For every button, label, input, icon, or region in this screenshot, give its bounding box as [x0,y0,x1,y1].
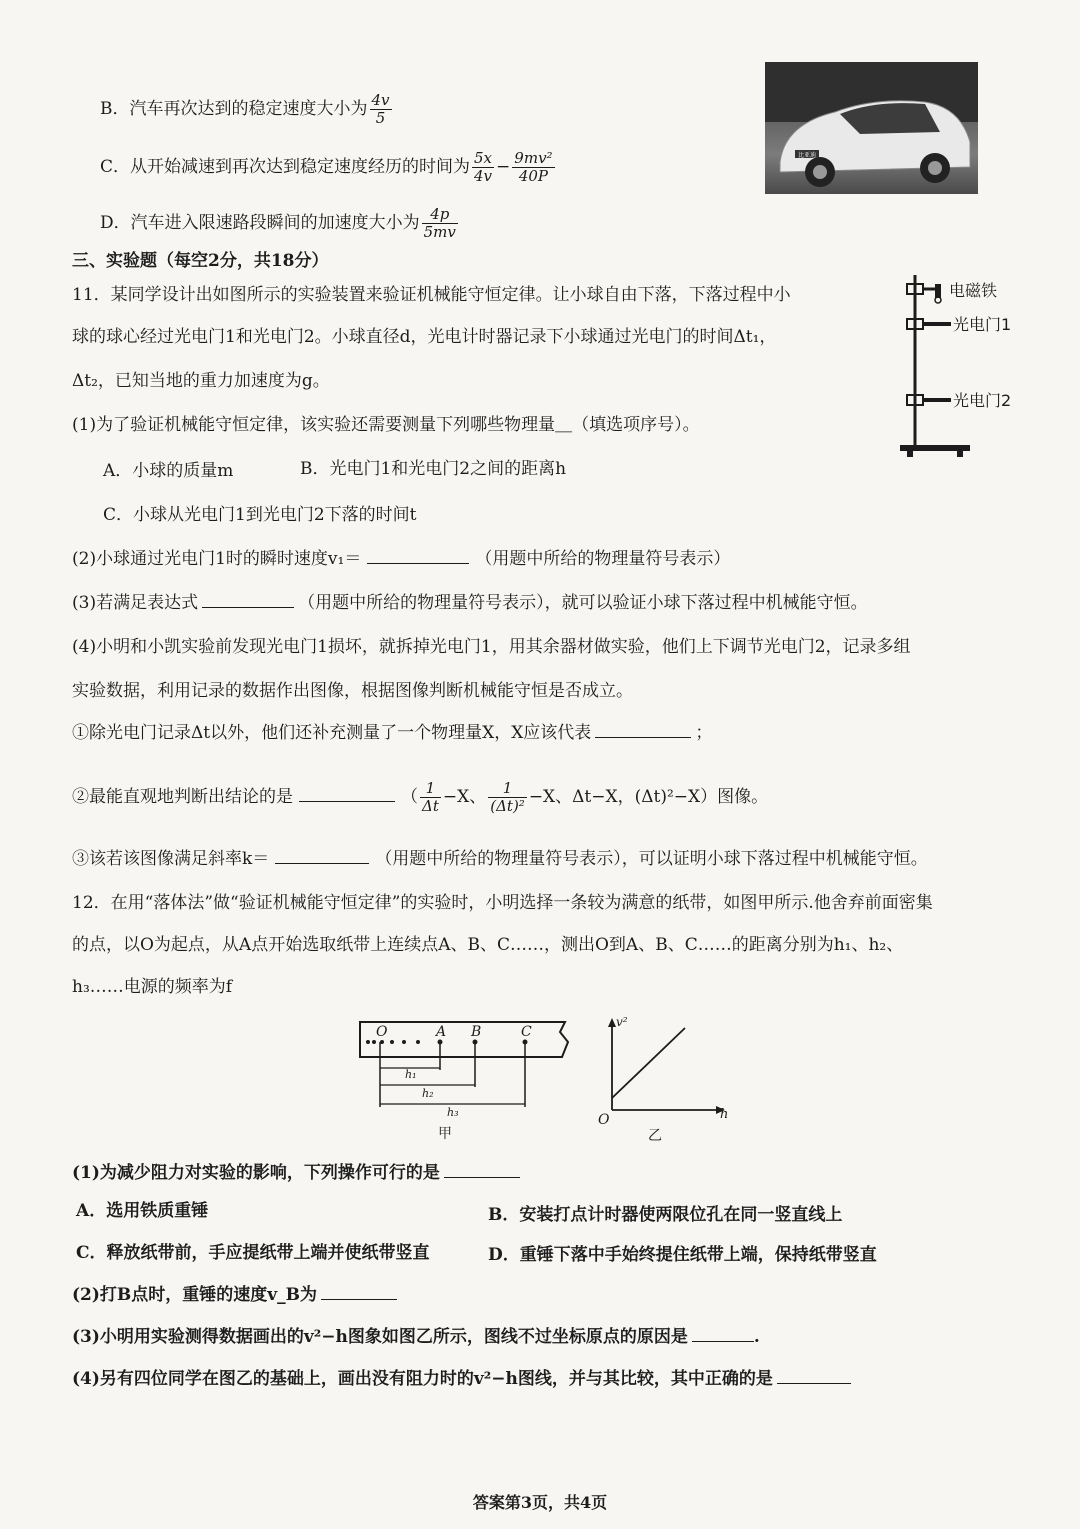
fraction-denominator: Δt [422,797,439,815]
q11-sub-2-prompt: ②最能直观地判断出结论的是 [72,787,293,807]
q10-option-d-fraction [422,206,458,241]
graph-origin-label: O [598,1112,610,1128]
tape-point-c: C [521,1024,532,1040]
q12-stem-line-3: h₃……电源的频率为f [72,977,233,997]
fraction-numerator: 4p [422,206,458,224]
q11-sub-3-hint: （用题中所给的物理量符号表示），可以证明小球下落过程中机械能守恒。 [375,849,928,869]
q11-sub-1-prompt: ①除光电门记录Δt以外，他们还补充测量了一个物理量X，X应该代表 [72,723,592,743]
q11-sub-2 [72,780,768,815]
q11-sub-2-term-2: −X、Δt−X，(Δt)²−X）图像。 [528,787,769,807]
fraction-1-over-dt-squared [488,780,527,815]
q11-sub-1-end: ； [695,723,713,743]
q11-part-2 [72,548,730,570]
graph-x-axis-label: h [720,1107,729,1122]
fraction-denominator: (Δt)² [490,797,525,815]
q11-part-1-option-c: C．小球从光电门1到光电门2下落的时间t [103,505,417,525]
q12-stem-line-1: 12．在用“落体法”做“验证机械能守恒定律”的实验时，小明选择一条较为满意的纸带，如图甲所示.他舍弃前面密集 [72,893,933,913]
q11-part-3 [72,592,868,614]
answer-blank[interactable] [321,1285,397,1300]
q11-sub-2-term-1: −X、 [442,787,487,807]
q10-option-d-text: D．汽车进入限速路段瞬间的加速度大小为 [100,213,420,233]
page-footer: 答案第3页，共4页 [472,1493,608,1512]
q11-part-1-option-b: B．光电门1和光电门2之间的距离h [300,459,567,479]
answer-blank[interactable] [275,849,369,864]
tape-point-b: B [471,1024,482,1040]
q12-figure-jia [350,1012,580,1147]
fraction-denominator: 40P [518,167,549,185]
q12-stem-line-2: 的点，以O为起点，从A点开始选取纸带上连续点A、B、C……，测出O到A、B、C……的距离分别为h₁、h₂、 [72,935,904,955]
answer-blank[interactable] [444,1163,520,1178]
q11-part-3-prompt: (3)若满足表达式 [72,593,199,613]
q12-part-1-prompt: (1)为减少阻力对实验的影响，下列操作可行的是 [72,1163,440,1183]
section-title: 三、实验题（每空2分，共18分） [72,251,329,271]
paren-open: （ [401,787,418,807]
q11-sub-3 [72,848,928,870]
figure-jia-label: 甲 [438,1126,452,1142]
fraction-numerator: 5x [472,150,494,168]
q11-part-3-hint: （用题中所给的物理量符号表示），就可以验证小球下落过程中机械能守恒。 [298,593,868,613]
fraction-numerator: 9mv² [514,149,553,167]
answer-blank[interactable] [202,593,294,608]
answer-blank[interactable] [777,1369,851,1384]
q11-stem-line-1: 11．某同学设计出如图所示的实验装置来验证机械能守恒定律。让小球自由下落，下落过程中小 [72,285,791,305]
q10-option-c-fraction-2 [512,150,554,185]
electromagnet-label: 电磁铁 [949,281,998,300]
answer-blank[interactable] [692,1327,754,1342]
q11-apparatus-figure [895,270,1045,465]
q11-stem-line-2: 球的球心经过光电门1和光电门2。小球直径d，光电计时器记录下小球通过光电门的时间Δt₁， [72,327,777,347]
q12-part-3 [72,1326,760,1348]
q11-part-2-hint: （用题中所给的物理量符号表示） [475,549,731,569]
q12-part-4-prompt: (4)另有四位同学在图乙的基础上，画出没有阻力时的v²−h图线，并与其比较，其中正确的是 [72,1369,773,1389]
q12-part-1-option-b: B．安装打点计时器使两限位孔在同一竖直线上 [488,1205,843,1225]
q12-part-2-prompt: (2)打B点时，重锤的速度v_B为 [72,1285,318,1305]
q12-part-3-prompt: (3)小明用实验测得数据画出的v²−h图象如图乙所示，图线不过坐标原点的原因是 [72,1327,688,1347]
q12-part-1-option-d: D．重锤下落中手始终提住纸带上端，保持纸带竖直 [488,1245,877,1265]
fraction-numerator: 4v [371,91,390,109]
figure-yi-label: 乙 [648,1128,662,1144]
fraction-1-over-dt [420,780,441,815]
tape-h3-label: h₃ [447,1106,459,1119]
car-illustration [765,62,978,194]
answer-blank[interactable] [299,787,395,802]
tape-h1-label: h₁ [405,1068,417,1081]
fraction-denominator: 5 [375,109,386,127]
answer-blank[interactable] [595,723,691,738]
q11-part-4-line-1: (4)小明和小凯实验前发现光电门1损坏，就拆掉光电门1，用其余器材做实验，他们上下调节光电门2，记录多组 [72,637,911,657]
q10-option-c-fraction-1 [472,150,494,185]
q11-sub-3-prompt: ③该若该图像满足斜率k＝ [72,849,270,869]
q12-part-1-option-c: C．释放纸带前，手应提纸带上端并使纸带竖直 [76,1243,430,1263]
q10-option-d [100,206,460,241]
q10-option-c-text: C．从开始减速到再次达到稳定速度经历的时间为 [100,157,471,177]
q10-option-b [100,92,394,127]
minus-sign: − [496,157,511,177]
q11-part-4-line-2: 实验数据，利用记录的数据作出图像，根据图像判断机械能守恒是否成立。 [72,681,633,701]
q12-part-2 [72,1284,397,1306]
fraction-denominator: 4v [474,167,493,185]
q11-part-1-option-a: A．小球的质量m [103,461,234,481]
q11-sub-1 [72,722,712,744]
q11-part-1: (1)为了验证机械能守恒定律，该实验还需要测量下列哪些物理量＿（填选项序号）。 [72,415,700,435]
tape-point-o: O [376,1024,388,1040]
q10-option-b-fraction [370,92,392,127]
car-photo [765,62,978,194]
graph-y-axis-label: v² [616,1015,628,1029]
fraction-numerator: 1 [420,780,441,798]
tape-point-a: A [436,1024,447,1040]
q12-part-1 [72,1162,520,1184]
tape-h2-label: h₂ [422,1087,434,1100]
q12-part-3-end: . [753,1327,760,1347]
fraction-denominator: 5mv [423,223,456,241]
q12-part-1-option-a: A．选用铁质重锤 [76,1201,209,1221]
q10-option-c [100,150,557,185]
q11-stem-line-3: Δt₂，已知当地的重力加速度为g。 [72,371,330,391]
q12-part-4 [72,1368,851,1390]
q12-figure-yi [590,1012,740,1147]
fraction-numerator: 1 [488,780,527,798]
photogate-1-label: 光电门1 [953,315,1012,334]
car-plate-text: 比亚迪 [797,152,817,159]
photogate-2-label: 光电门2 [953,391,1012,410]
q10-option-b-text: B．汽车再次达到的稳定速度大小为 [100,99,368,119]
answer-blank[interactable] [367,549,469,564]
q11-part-2-prompt: (2)小球通过光电门1时的瞬时速度v₁＝ [72,549,362,569]
